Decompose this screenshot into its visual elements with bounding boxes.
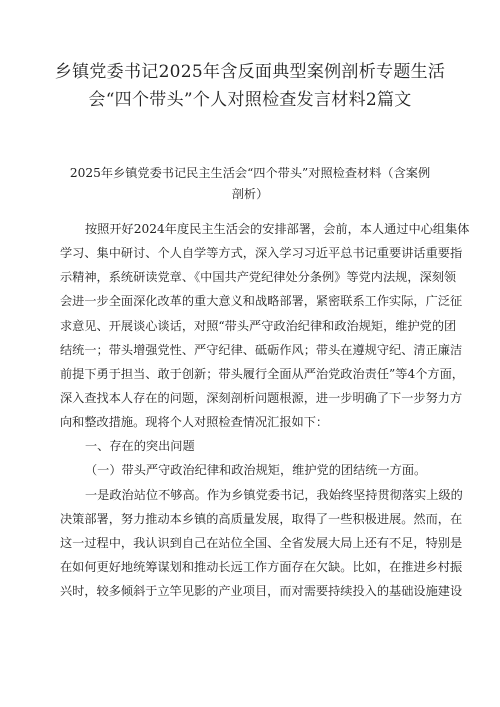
paragraph-line: 深入查找本人存在的问题，深刻剖析问题根源，进一步明确了下一步努力方 <box>60 390 463 405</box>
document-title-line: 乡镇党委书记2025年含反面典型案例剖析专题生活 <box>54 62 446 82</box>
section-subtitle <box>60 163 440 205</box>
paragraph-line: 在如何更好地统筹谋划和推动长远工作方面存在欠缺。比如，在推进乡村振 <box>60 559 463 574</box>
paragraph-line: 示精神，系统研读党章、《中国共产党纪律处分条例》等党内法规，深刻领 <box>60 270 457 285</box>
paragraph-line: 向和整改措施。现将个人对照检查情况汇报如下： <box>60 415 329 430</box>
paragraph-line: 兴时，较多倾斜于立竿见影的产业项目，而对需要持续投入的基础设施建设 <box>60 584 463 599</box>
paragraph-line: 会进一步全面深化改革的重大意义和战略部署，紧密联系工作实际，广泛征 <box>60 294 463 309</box>
paragraph-line: 这一过程中，我认识到自己在站位全国、全省发展大局上还有不足，特别是 <box>60 535 463 550</box>
paragraph-line: 前提下勇于担当、敢于创新；带头履行全面从严治党政治责任”等4个方面， <box>60 366 464 381</box>
body-text <box>60 217 470 603</box>
paragraph-line: 按照开好2024年度民主生活会的安排部署，会前，本人通过中心组集体 <box>85 222 470 236</box>
document-title-line: 会“四个带头”个人对照检查发言材料2篇文 <box>88 90 412 110</box>
paragraph-line: 学习、集中研讨、个人自学等方式，深入学习习近平总书记重要讲话重要指 <box>60 246 463 261</box>
section-subtitle-line: 剖析） <box>231 187 269 201</box>
section-subtitle-line: 2025年乡镇党委书记民主生活会“四个带头”对照检查材料（含案例 <box>69 166 431 180</box>
paragraph-line: 结统一；带头增强党性、严守纪律、砥砺作风；带头在遵规守纪、清正廉洁 <box>60 342 463 357</box>
subsection-heading: （一）带头严守政治纪律和政治规矩，维护党的团结统一方面。 <box>85 463 427 478</box>
paragraph-line: 一是政治站位不够高。作为乡镇党委书记，我始终坚持贯彻落实上级的 <box>85 487 463 502</box>
section-heading: 一、存在的突出问题 <box>85 439 195 454</box>
paragraph-line: 求意见、开展谈心谈话，对照“带头严守政治纪律和政治规矩，维护党的团 <box>60 318 457 333</box>
paragraph-line: 决策部署，努力推动本乡镇的高质量发展，取得了一些积极进展。然而，在 <box>60 511 463 526</box>
document-title <box>40 58 460 114</box>
